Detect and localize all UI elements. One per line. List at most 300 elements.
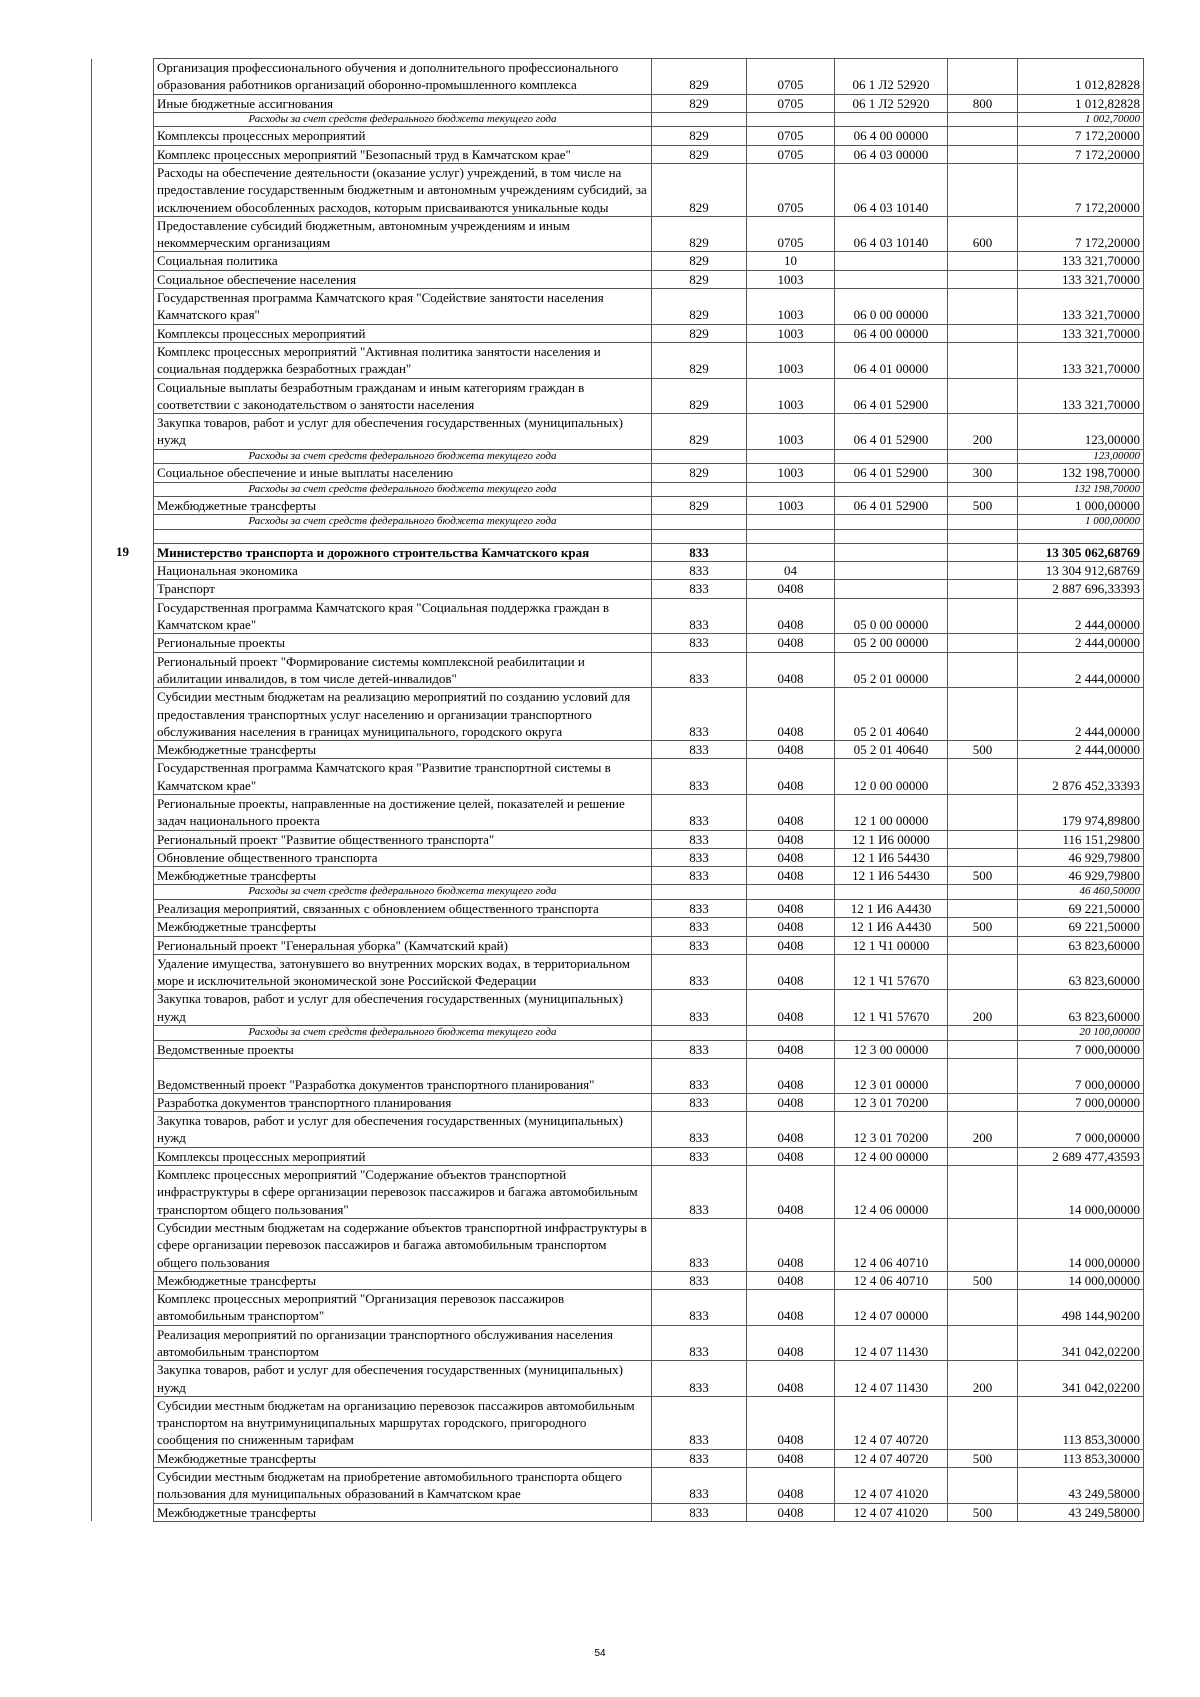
- expense-type-cell: [948, 848, 1018, 866]
- amount-cell: 123,00000: [1018, 449, 1144, 464]
- expense-type-cell: [948, 1218, 1018, 1271]
- row-index-cell: 19: [92, 543, 154, 561]
- row-index-cell: [92, 634, 154, 652]
- expense-type-cell: [948, 885, 1018, 900]
- item-name-cell: Субсидии местным бюджетам на приобретение автомобильного транспорта общего пользования для муниципальных образований в Камчатском крае: [154, 1468, 652, 1504]
- table-row: [92, 598, 1144, 634]
- ministry-code-cell: 833: [652, 1218, 747, 1271]
- table-row: [92, 1468, 1144, 1504]
- amount-cell: 2 887 696,33393: [1018, 580, 1144, 598]
- expense-type-cell: [948, 163, 1018, 216]
- table-row: [92, 1449, 1144, 1467]
- ministry-code-cell: 833: [652, 1040, 747, 1058]
- expense-type-cell: 200: [948, 414, 1018, 450]
- row-index-cell: [92, 688, 154, 741]
- row-index-cell: [92, 270, 154, 288]
- amount-cell: 2 444,00000: [1018, 741, 1144, 759]
- section-code-cell: 0408: [747, 990, 835, 1026]
- table-row: [92, 830, 1144, 848]
- row-index-cell: [92, 289, 154, 325]
- row-index-cell: [92, 1271, 154, 1289]
- table-row: [92, 252, 1144, 270]
- section-code-cell: 0408: [747, 1058, 835, 1093]
- target-code-cell: 12 4 07 41020: [835, 1503, 948, 1521]
- amount-cell: 113 853,30000: [1018, 1396, 1144, 1449]
- ministry-code-cell: 833: [652, 759, 747, 795]
- item-name-cell: Комплекс процессных мероприятий "Активная политика занятости населения и социальная поддержка безработных граждан": [154, 342, 652, 378]
- amount-cell: 46 460,50000: [1018, 885, 1144, 900]
- item-name-cell: Ведомственные проекты: [154, 1040, 652, 1058]
- row-index-cell: [92, 1503, 154, 1521]
- ministry-code-cell: 833: [652, 1503, 747, 1521]
- row-index-cell: [92, 652, 154, 688]
- expense-type-cell: [948, 652, 1018, 688]
- table-row: [92, 1361, 1144, 1397]
- row-index-cell: [92, 1026, 154, 1041]
- ministry-code-cell: 833: [652, 918, 747, 936]
- expense-type-cell: [948, 1093, 1018, 1111]
- target-code-cell: 05 2 01 00000: [835, 652, 948, 688]
- ministry-code-cell: 833: [652, 1166, 747, 1219]
- expense-type-cell: [948, 936, 1018, 954]
- item-name-cell: Социальные выплаты безработным гражданам и иным категориям граждан в соответствии с законодательством о занятости населения: [154, 378, 652, 414]
- section-code-cell: 0408: [747, 1040, 835, 1058]
- item-name-cell: Межбюджетные трансферты: [154, 1449, 652, 1467]
- section-code-cell: 0705: [747, 127, 835, 145]
- expense-type-cell: [948, 580, 1018, 598]
- expense-type-cell: [948, 759, 1018, 795]
- spacer-row: [92, 529, 1144, 543]
- table-row: [92, 324, 1144, 342]
- amount-cell: 7 000,00000: [1018, 1112, 1144, 1148]
- expense-type-cell: [948, 1058, 1018, 1093]
- expense-type-cell: [948, 1166, 1018, 1219]
- table-row: [92, 741, 1144, 759]
- table-row: [92, 270, 1144, 288]
- item-name-cell: Закупка товаров, работ и услуг для обеспечения государственных (муниципальных) нужд: [154, 1112, 652, 1148]
- amount-cell: 7 000,00000: [1018, 1093, 1144, 1111]
- section-code-cell: [747, 885, 835, 900]
- target-code-cell: 06 4 03 10140: [835, 163, 948, 216]
- item-name-cell: Социальное обеспечение и иные выплаты населению: [154, 464, 652, 482]
- expense-type-cell: [948, 342, 1018, 378]
- table-row: [92, 1325, 1144, 1361]
- target-code-cell: 12 4 06 40710: [835, 1271, 948, 1289]
- table-row: [92, 1290, 1144, 1326]
- ministry-code-cell: 829: [652, 145, 747, 163]
- item-name-cell: Межбюджетные трансферты: [154, 741, 652, 759]
- federal-funds-row: [92, 515, 1144, 530]
- target-code-cell: 12 0 00 00000: [835, 759, 948, 795]
- amount-cell: 46 929,79800: [1018, 848, 1144, 866]
- row-index-cell: [92, 342, 154, 378]
- table-row: [92, 464, 1144, 482]
- target-code-cell: 06 4 03 10140: [835, 216, 948, 252]
- row-index-cell: [92, 1093, 154, 1111]
- target-code-cell: 12 4 07 11430: [835, 1325, 948, 1361]
- ministry-code-cell: 829: [652, 497, 747, 515]
- federal-funds-row: [92, 1026, 1144, 1041]
- item-name-cell: Региональные проекты: [154, 634, 652, 652]
- expense-type-cell: 500: [948, 918, 1018, 936]
- ministry-code-cell: 833: [652, 867, 747, 885]
- table-row: [92, 1218, 1144, 1271]
- target-code-cell: 12 1 00 00000: [835, 794, 948, 830]
- amount-cell: 7 000,00000: [1018, 1040, 1144, 1058]
- item-name-cell: Комплекс процессных мероприятий "Организация перевозок пассажиров автомобильным транспортом": [154, 1290, 652, 1326]
- row-index-cell: [92, 1290, 154, 1326]
- target-code-cell: [835, 252, 948, 270]
- table-row: [92, 127, 1144, 145]
- row-index-cell: [92, 449, 154, 464]
- row-index-cell: [92, 414, 154, 450]
- row-index-cell: [92, 1112, 154, 1148]
- expense-type-cell: [948, 954, 1018, 990]
- section-code-cell: 0705: [747, 216, 835, 252]
- table-row: [92, 145, 1144, 163]
- ministry-code-cell: 829: [652, 59, 747, 95]
- expense-type-cell: [948, 252, 1018, 270]
- section-code-cell: 0408: [747, 1166, 835, 1219]
- expense-type-cell: [948, 1290, 1018, 1326]
- item-name-cell: Комплексы процессных мероприятий: [154, 1147, 652, 1165]
- expense-type-cell: 500: [948, 1503, 1018, 1521]
- federal-funds-row: [92, 482, 1144, 497]
- amount-cell: 498 144,90200: [1018, 1290, 1144, 1326]
- item-name-cell: Иные бюджетные ассигнования: [154, 94, 652, 112]
- expense-type-cell: [948, 127, 1018, 145]
- item-name-cell: Расходы за счет средств федерального бюджета текущего года: [154, 482, 652, 497]
- target-code-cell: 12 4 07 40720: [835, 1396, 948, 1449]
- target-code-cell: 12 1 Ч1 57670: [835, 954, 948, 990]
- amount-cell: 2 689 477,43593: [1018, 1147, 1144, 1165]
- amount-cell: 20 100,00000: [1018, 1026, 1144, 1041]
- row-index-cell: [92, 794, 154, 830]
- ministry-code-cell: 829: [652, 414, 747, 450]
- ministry-code-cell: 829: [652, 216, 747, 252]
- ministry-code-cell: 833: [652, 634, 747, 652]
- table-row: [92, 1058, 1144, 1093]
- ministry-code-cell: 833: [652, 954, 747, 990]
- expense-type-cell: [948, 830, 1018, 848]
- table-row: [92, 562, 1144, 580]
- expense-type-cell: 200: [948, 990, 1018, 1026]
- section-code-cell: 0408: [747, 954, 835, 990]
- ministry-code-cell: 829: [652, 163, 747, 216]
- ministry-code-cell: 833: [652, 652, 747, 688]
- row-index-cell: [92, 324, 154, 342]
- target-code-cell: 06 0 00 00000: [835, 289, 948, 325]
- expense-type-cell: [948, 543, 1018, 561]
- budget-table-body: [92, 59, 1144, 1522]
- ministry-code-cell: 833: [652, 1396, 747, 1449]
- item-name-cell: Комплексы процессных мероприятий: [154, 324, 652, 342]
- target-code-cell: 12 4 07 41020: [835, 1468, 948, 1504]
- section-code-cell: 0408: [747, 688, 835, 741]
- table-row: [92, 634, 1144, 652]
- ministry-code-cell: 833: [652, 598, 747, 634]
- target-code-cell: [835, 515, 948, 530]
- section-code-cell: 0408: [747, 918, 835, 936]
- federal-funds-row: [92, 449, 1144, 464]
- target-code-cell: 12 1 И6 54430: [835, 867, 948, 885]
- target-code-cell: 12 3 00 00000: [835, 1040, 948, 1058]
- ministry-code-cell: 833: [652, 543, 747, 561]
- section-code-cell: 1003: [747, 324, 835, 342]
- ministry-code-cell: 829: [652, 378, 747, 414]
- expense-type-cell: [948, 59, 1018, 95]
- amount-cell: 2 444,00000: [1018, 688, 1144, 741]
- ministry-code-cell: 833: [652, 794, 747, 830]
- amount-cell: 179 974,89800: [1018, 794, 1144, 830]
- expense-type-cell: [948, 515, 1018, 530]
- ministry-code-cell: 833: [652, 688, 747, 741]
- target-code-cell: 12 1 И6 00000: [835, 830, 948, 848]
- section-code-cell: 0408: [747, 598, 835, 634]
- amount-cell: 133 321,70000: [1018, 252, 1144, 270]
- amount-cell: 7 172,20000: [1018, 145, 1144, 163]
- row-index-cell: [92, 1058, 154, 1093]
- ministry-code-cell: 829: [652, 94, 747, 112]
- table-row: [92, 59, 1144, 95]
- row-index-cell: [92, 112, 154, 127]
- item-name-cell: Региональные проекты, направленные на достижение целей, показателей и решение задач национального проекта: [154, 794, 652, 830]
- item-name-cell: Расходы за счет средств федерального бюджета текущего года: [154, 449, 652, 464]
- item-name-cell: Обновление общественного транспорта: [154, 848, 652, 866]
- row-index-cell: [92, 145, 154, 163]
- amount-cell: 123,00000: [1018, 414, 1144, 450]
- ministry-code-cell: [652, 885, 747, 900]
- row-index-cell: [92, 94, 154, 112]
- row-index-cell: [92, 848, 154, 866]
- row-index-cell: [92, 759, 154, 795]
- target-code-cell: 05 0 00 00000: [835, 598, 948, 634]
- target-code-cell: 06 4 01 52900: [835, 378, 948, 414]
- table-row: [92, 1040, 1144, 1058]
- expense-type-cell: [948, 289, 1018, 325]
- table-row: [92, 848, 1144, 866]
- ministry-code-cell: 833: [652, 990, 747, 1026]
- item-name-cell: Межбюджетные трансферты: [154, 1503, 652, 1521]
- item-name-cell: Комплексы процессных мероприятий: [154, 127, 652, 145]
- item-name-cell: Субсидии местным бюджетам на организацию перевозок пассажиров автомобильным транспортом на внутримуниципальных маршрутах городского, пригородного сообщения по сниженным тарифам: [154, 1396, 652, 1449]
- ministry-code-cell: 829: [652, 324, 747, 342]
- item-name-cell: Национальная экономика: [154, 562, 652, 580]
- section-code-cell: 0408: [747, 1361, 835, 1397]
- table-row: [92, 378, 1144, 414]
- target-code-cell: 06 4 01 52900: [835, 464, 948, 482]
- item-name-cell: Закупка товаров, работ и услуг для обеспечения государственных (муниципальных) нужд: [154, 990, 652, 1026]
- target-code-cell: [835, 562, 948, 580]
- table-row: [92, 867, 1144, 885]
- section-code-cell: 0408: [747, 1449, 835, 1467]
- amount-cell: 1 000,00000: [1018, 497, 1144, 515]
- table-row: [92, 990, 1144, 1026]
- section-code-cell: 0408: [747, 1396, 835, 1449]
- amount-cell: 7 172,20000: [1018, 216, 1144, 252]
- expense-type-cell: [948, 324, 1018, 342]
- row-index-cell: [92, 163, 154, 216]
- item-name-cell: Реализация мероприятий, связанных с обновлением общественного транспорта: [154, 899, 652, 917]
- row-index-cell: [92, 990, 154, 1026]
- amount-cell: 2 444,00000: [1018, 598, 1144, 634]
- item-name-cell: Социальная политика: [154, 252, 652, 270]
- row-index-cell: [92, 497, 154, 515]
- target-code-cell: 06 4 01 00000: [835, 342, 948, 378]
- target-code-cell: 12 4 00 00000: [835, 1147, 948, 1165]
- section-code-cell: 0408: [747, 794, 835, 830]
- row-index-cell: [92, 741, 154, 759]
- amount-cell: 132 198,70000: [1018, 464, 1144, 482]
- ministry-code-cell: [652, 1026, 747, 1041]
- row-index-cell: [92, 216, 154, 252]
- ministry-code-cell: 829: [652, 464, 747, 482]
- target-code-cell: 12 1 И6 54430: [835, 848, 948, 866]
- amount-cell: 13 305 062,68769: [1018, 543, 1144, 561]
- amount-cell: 43 249,58000: [1018, 1503, 1144, 1521]
- table-row: [92, 759, 1144, 795]
- table-row: [92, 342, 1144, 378]
- item-name-cell: Комплекс процессных мероприятий "Безопасный труд в Камчатском крае": [154, 145, 652, 163]
- amount-cell: 13 304 912,68769: [1018, 562, 1144, 580]
- target-code-cell: 12 4 07 00000: [835, 1290, 948, 1326]
- ministry-code-cell: 833: [652, 1290, 747, 1326]
- item-name-cell: Расходы на обеспечение деятельности (оказание услуг) учреждений, в том числе на предоставление государственным бюджетным и автономным учреждениям субсидий, за исключением обособленных расходов, которым присваиваются уникальные коды: [154, 163, 652, 216]
- ministry-code-cell: 829: [652, 289, 747, 325]
- row-index-cell: [92, 1218, 154, 1271]
- target-code-cell: [835, 449, 948, 464]
- item-name-cell: Региональный проект "Формирование системы комплексной реабилитации и абилитации инвалидов, в том числе детей-инвалидов": [154, 652, 652, 688]
- expense-type-cell: [948, 1040, 1018, 1058]
- item-name-cell: Комплекс процессных мероприятий "Содержание объектов транспортной инфраструктуры в сфере организации перевозок пассажиров и багажа автомобильным транспортом общего пользования": [154, 1166, 652, 1219]
- ministry-code-cell: 833: [652, 562, 747, 580]
- row-index-cell: [92, 580, 154, 598]
- amount-cell: 7 000,00000: [1018, 1058, 1144, 1093]
- expense-type-cell: 500: [948, 741, 1018, 759]
- section-code-cell: 0408: [747, 848, 835, 866]
- row-index-cell: [92, 918, 154, 936]
- row-index-cell: [92, 830, 154, 848]
- section-code-cell: 0408: [747, 1325, 835, 1361]
- target-code-cell: 12 1 И6 А4430: [835, 918, 948, 936]
- row-index-cell: [92, 954, 154, 990]
- amount-cell: 14 000,00000: [1018, 1271, 1144, 1289]
- target-code-cell: 12 4 07 11430: [835, 1361, 948, 1397]
- item-name-cell: Субсидии местным бюджетам на содержание объектов транспортной инфраструктуры в сфере организации перевозок пассажиров и багажа автомобильным транспортом общего пользования: [154, 1218, 652, 1271]
- item-name-cell: Межбюджетные трансферты: [154, 1271, 652, 1289]
- expense-type-cell: [948, 562, 1018, 580]
- section-code-cell: [747, 482, 835, 497]
- expense-type-cell: [948, 1325, 1018, 1361]
- amount-cell: 133 321,70000: [1018, 342, 1144, 378]
- section-code-cell: 0408: [747, 580, 835, 598]
- item-name-cell: Государственная программа Камчатского края "Содействие занятости населения Камчатского края": [154, 289, 652, 325]
- expense-type-cell: 500: [948, 497, 1018, 515]
- amount-cell: 133 321,70000: [1018, 324, 1144, 342]
- section-code-cell: 0408: [747, 652, 835, 688]
- amount-cell: 133 321,70000: [1018, 378, 1144, 414]
- item-name-cell: Организация профессионального обучения и дополнительного профессионального образования работников организаций оборонно-промышленного комплекса: [154, 59, 652, 95]
- item-name-cell: Межбюджетные трансферты: [154, 918, 652, 936]
- table-row: [92, 216, 1144, 252]
- expense-type-cell: 800: [948, 94, 1018, 112]
- table-row: [92, 652, 1144, 688]
- section-code-cell: 0408: [747, 1503, 835, 1521]
- expense-type-cell: 600: [948, 216, 1018, 252]
- row-index-cell: [92, 598, 154, 634]
- row-index-cell: [92, 127, 154, 145]
- target-code-cell: [835, 270, 948, 288]
- row-index-cell: [92, 867, 154, 885]
- item-name-cell: Закупка товаров, работ и услуг для обеспечения государственных (муниципальных) нужд: [154, 1361, 652, 1397]
- section-code-cell: 1003: [747, 378, 835, 414]
- ministry-code-cell: 833: [652, 830, 747, 848]
- target-code-cell: [835, 580, 948, 598]
- row-index-cell: [92, 464, 154, 482]
- target-code-cell: 06 4 01 52900: [835, 497, 948, 515]
- table-row: [92, 1271, 1144, 1289]
- row-index-cell: [92, 1468, 154, 1504]
- expense-type-cell: [948, 598, 1018, 634]
- item-name-cell: Региональный проект "Генеральная уборка" (Камчатский край): [154, 936, 652, 954]
- ministry-code-cell: 833: [652, 1112, 747, 1148]
- ministry-code-cell: 833: [652, 741, 747, 759]
- item-name-cell: Межбюджетные трансферты: [154, 497, 652, 515]
- item-name-cell: Министерство транспорта и дорожного строительства Камчатского края: [154, 543, 652, 561]
- expense-type-cell: [948, 145, 1018, 163]
- section-code-cell: 0408: [747, 1290, 835, 1326]
- expense-type-cell: [948, 270, 1018, 288]
- expense-type-cell: 500: [948, 1449, 1018, 1467]
- row-index-cell: [92, 1040, 154, 1058]
- section-code-cell: 0408: [747, 830, 835, 848]
- item-name-cell: Разработка документов транспортного планирования: [154, 1093, 652, 1111]
- section-code-cell: 0408: [747, 759, 835, 795]
- section-code-cell: 0408: [747, 1271, 835, 1289]
- ministry-code-cell: 829: [652, 342, 747, 378]
- table-row: [92, 918, 1144, 936]
- section-code-cell: 0408: [747, 899, 835, 917]
- target-code-cell: 06 1 Л2 52920: [835, 94, 948, 112]
- section-code-cell: 1003: [747, 497, 835, 515]
- amount-cell: 341 042,02200: [1018, 1325, 1144, 1361]
- target-code-cell: [835, 112, 948, 127]
- expense-type-cell: [948, 1396, 1018, 1449]
- amount-cell: 43 249,58000: [1018, 1468, 1144, 1504]
- ministry-code-cell: 833: [652, 1093, 747, 1111]
- amount-cell: 7 172,20000: [1018, 163, 1144, 216]
- section-code-cell: 1003: [747, 289, 835, 325]
- expense-type-cell: 500: [948, 867, 1018, 885]
- expense-type-cell: [948, 1147, 1018, 1165]
- section-code-cell: [747, 112, 835, 127]
- table-row: [92, 414, 1144, 450]
- amount-cell: 14 000,00000: [1018, 1218, 1144, 1271]
- target-code-cell: 12 1 И6 А4430: [835, 899, 948, 917]
- target-code-cell: 12 4 06 00000: [835, 1166, 948, 1219]
- ministry-code-cell: 829: [652, 270, 747, 288]
- section-code-cell: 1003: [747, 270, 835, 288]
- ministry-code-cell: 833: [652, 580, 747, 598]
- target-code-cell: [835, 543, 948, 561]
- amount-cell: 132 198,70000: [1018, 482, 1144, 497]
- row-index-cell: [92, 1449, 154, 1467]
- target-code-cell: 05 2 00 00000: [835, 634, 948, 652]
- target-code-cell: 12 1 Ч1 00000: [835, 936, 948, 954]
- table-row: [92, 1093, 1144, 1111]
- table-row: [92, 936, 1144, 954]
- section-code-cell: 0705: [747, 163, 835, 216]
